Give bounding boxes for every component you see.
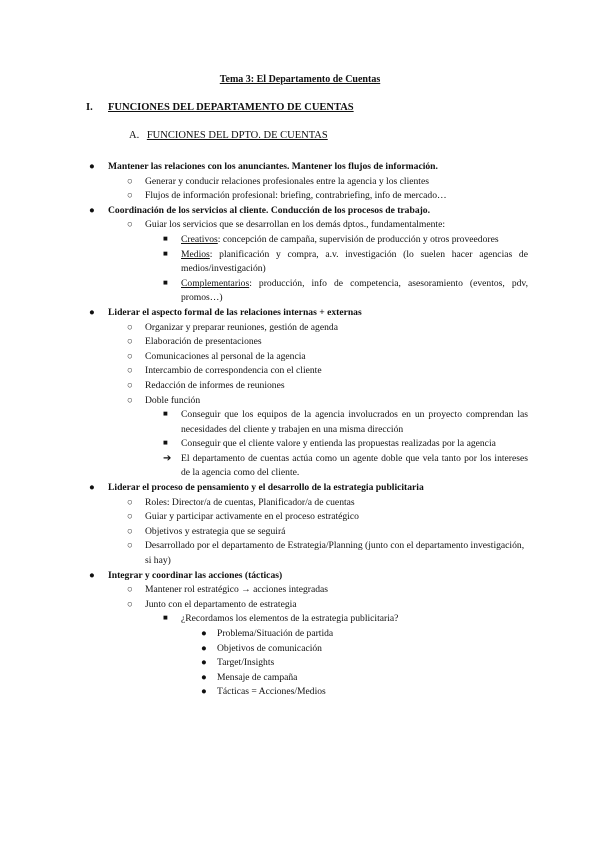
doble-funcion-item: ■ Conseguir que los equipos de la agencia involucrados en un proyecto comprendan las necesidades del cliente y trabajen en una misma dirección — [163, 409, 528, 435]
sub-item: ○ Intercambio de correspondencia con el cliente — [0, 364, 600, 379]
sub-item: ○ Doble función — [0, 394, 600, 409]
sub-item: ○ Junto con el departamento de estrategia — [0, 598, 600, 613]
question-item: ■ ¿Recordamos los elementos de la estrategia publicitaria? — [163, 613, 399, 625]
section-title: FUNCIONES DEL DEPARTAMENTO DE CUENTAS — [108, 102, 354, 113]
section-number: I. — [86, 102, 93, 113]
bullet-filled-circle: ● — [201, 686, 207, 698]
bullet-hollow-circle: ○ — [127, 219, 133, 231]
item-title: Mantener las relaciones con los anunciantes. Mantener los flujos de información. — [108, 161, 438, 172]
subsection-number: A. — [129, 130, 140, 141]
bullet-hollow-circle: ○ — [127, 496, 133, 508]
doble-funcion-item: ■ Conseguir que el cliente valore y entienda las propuestas realizadas por la agencia — [163, 438, 496, 450]
outline-item-relaciones — [0, 160, 600, 175]
bullet-filled-circle: ● — [201, 657, 207, 669]
bullet-filled-circle: ● — [201, 628, 207, 639]
bullet-hollow-circle: ○ — [127, 350, 133, 362]
bullet-square: ■ — [163, 248, 168, 258]
bullet-hollow-circle: ○ — [127, 379, 133, 391]
sub-item: ○ Desarrollado por el departamento de Estrategia/Planning (junto con el departamento investigación, si hay) — [127, 540, 525, 567]
bullet-square: ■ — [163, 613, 168, 623]
bullet-filled-circle: ● — [89, 306, 95, 318]
bullet-filled-circle: ● — [89, 204, 95, 216]
subsection-title: FUNCIONES DEL DPTO. DE CUENTAS — [146, 130, 328, 141]
strategy-element: ● Mensaje de campaña — [0, 671, 600, 686]
bullet-filled-circle: ● — [201, 642, 207, 654]
bullet-hollow-circle: ○ — [127, 336, 133, 348]
strategy-element: ● Objetivos de comunicación — [0, 642, 600, 657]
sub-item: ○ Organizar y preparar reuniones, gestión de agenda — [0, 321, 600, 336]
item-title: Coordinación de los servicios al cliente. Conducción de los procesos de trabajo. — [108, 204, 431, 216]
sub-item: ○ Guiar los servicios que se desarrollan en los demás dptos., fundamentalmente: — [0, 218, 600, 233]
bullet-square: ■ — [163, 233, 168, 243]
item-title: Liderar el aspecto formal de las relaciones internas + externas — [108, 306, 362, 318]
item-title: Integrar y coordinar las acciones (tácticas) — [108, 569, 283, 581]
area-term: Medios — [181, 248, 210, 260]
bullet-filled-circle: ● — [201, 671, 207, 683]
bullet-hollow-circle: ○ — [127, 321, 133, 333]
strategy-element: ● Target/Insights — [0, 656, 600, 671]
bullet-filled-circle: ● — [89, 569, 95, 581]
bullet-hollow-circle: ○ — [127, 598, 133, 610]
bullet-hollow-circle: ○ — [127, 394, 133, 406]
bullet-hollow-circle: ○ — [127, 175, 133, 187]
bullet-hollow-circle: ○ — [127, 540, 133, 552]
document-title: Tema 3: El Departamento de Cuentas — [219, 74, 381, 85]
strategy-element: ● Tácticas = Acciones/Medios — [0, 685, 600, 700]
bullet-filled-circle: ● — [89, 482, 95, 494]
area-item-medios: ■ Medios: planificación y compra, a.v. investigación (lo suelen hacer agencias de medios/investigación) — [163, 248, 528, 275]
outline-body — [0, 160, 600, 700]
area-item-creativos: ■ Creativos: concepción de campaña, supervisión de producción y otros proveedores — [163, 233, 499, 245]
bullet-hollow-circle: ○ — [127, 511, 133, 523]
bullet-square: ■ — [163, 409, 168, 419]
arrow-right-icon: ➔ — [163, 452, 172, 464]
sub-item: ○ Redacción de informes de reuniones — [0, 379, 600, 394]
arrow-note: ➔ El departamento de cuentas actúa como un agente doble que vela tanto por los intereses de la agencia como del cliente. — [163, 452, 528, 479]
area-term: Creativos — [181, 233, 218, 245]
sub-item: ○ Flujos de información profesional: briefing, contrabriefing, info de mercado… — [0, 189, 600, 204]
area-item-complementarios: ■ Complementarios: producción, info de competencia, asesoramiento (eventos, pdv, promos…) — [163, 277, 528, 304]
sub-item: ○ Objetivos y estrategia que se seguirá — [0, 525, 600, 540]
item-title: Liderar el proceso de pensamiento y el desarrollo de la estrategia publicitaria — [108, 482, 424, 494]
sub-item: ○ Comunicaciones al personal de la agencia — [0, 350, 600, 365]
outline-item-tacticas — [0, 569, 600, 584]
outline-item-estrategia — [0, 481, 600, 496]
bullet-square: ■ — [163, 438, 168, 448]
bullet-hollow-circle: ○ — [127, 365, 133, 377]
sub-item: ○ Mantener rol estratégico → acciones integradas — [0, 583, 600, 598]
sub-item: ○ Elaboración de presentaciones — [0, 335, 600, 350]
bullet-square: ■ — [163, 277, 168, 287]
bullet-filled-circle: ● — [89, 161, 95, 172]
subsection-heading — [129, 129, 328, 144]
sub-item: ○ Guiar y participar activamente en el proceso estratégico — [0, 510, 600, 525]
strategy-element: ● Problema/Situación de partida — [0, 627, 600, 642]
bullet-hollow-circle: ○ — [127, 525, 133, 537]
sub-item: ○ Roles: Director/a de cuentas, Planificador/a de cuentas — [0, 496, 600, 511]
outline-item-coordinacion — [0, 204, 600, 219]
bullet-hollow-circle: ○ — [127, 584, 133, 596]
outline-item-aspecto-formal — [0, 306, 600, 321]
sub-item: ○ Generar y conducir relaciones profesionales entre la agencia y los clientes — [0, 175, 600, 190]
bullet-hollow-circle: ○ — [127, 190, 133, 202]
area-term: Complementarios — [181, 277, 250, 289]
